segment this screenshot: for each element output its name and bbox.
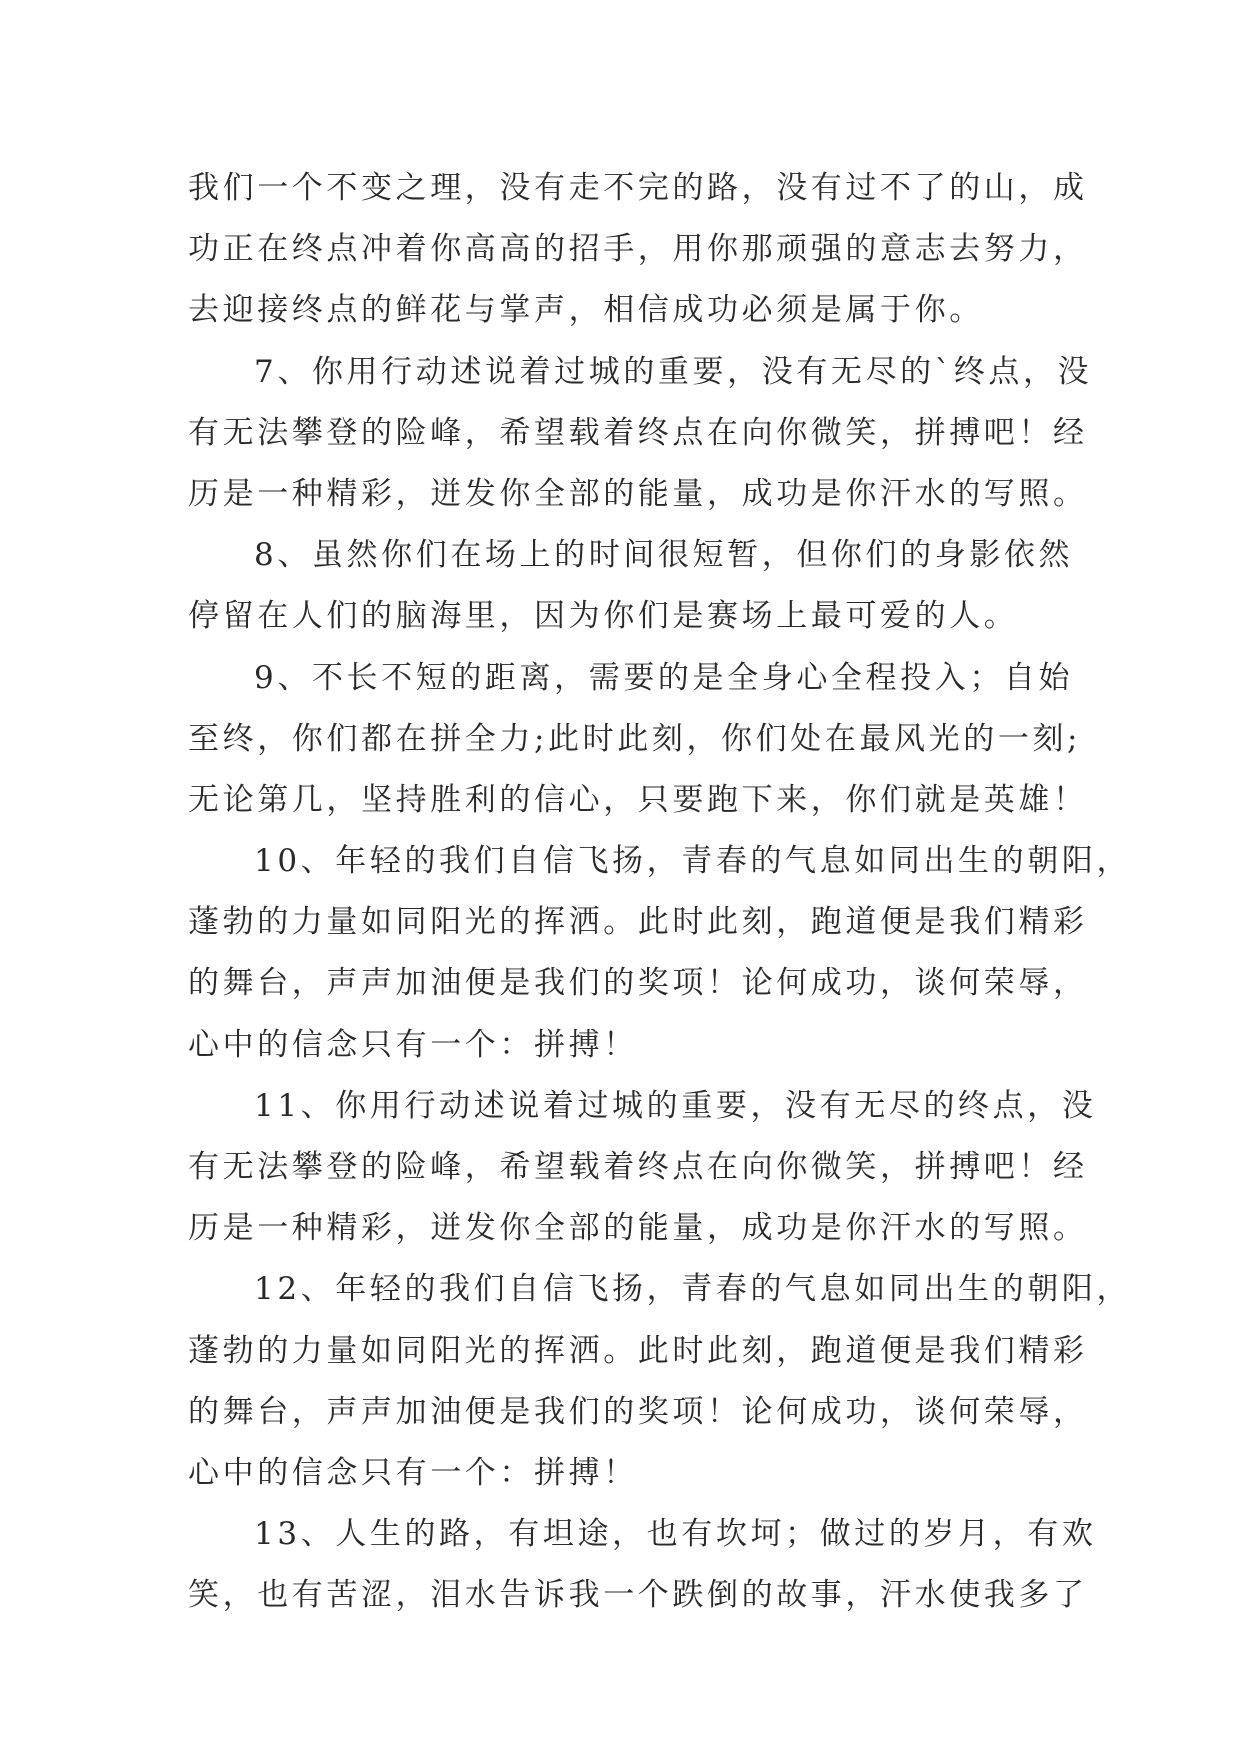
text-line: 有无法攀登的险峰，希望载着终点在向你微笑，拼搏吧！经 xyxy=(188,1149,1088,1185)
text-line: 11、你用行动述说着过城的重要，没有无尽的终点，没 xyxy=(254,1087,1097,1124)
text-line: 9、不长不短的距离，需要的是全身心全程投入；自始 xyxy=(254,659,1074,696)
document-body xyxy=(188,158,1132,1627)
text-line: 笑，也有苦涩，泪水告诉我一个跌倒的故事，汗水使我多了 xyxy=(188,1577,1088,1614)
text-line: 去迎接终点的鲜花与掌声，相信成功必须是属于你。 xyxy=(188,292,984,329)
text-line: 历是一种精彩，迸发你全部的能量，成功是你汗水的写照。 xyxy=(188,1210,1088,1247)
text-line: 至终，你们都在拼全力;此时此刻，你们处在最风光的一刻; xyxy=(188,720,1082,757)
text-line: 10、年轻的我们自信飞扬，青春的气息如同出生的朝阳， xyxy=(254,843,1132,880)
text-line: 有无法攀登的险峰，希望载着终点在向你微笑，拼搏吧！经 xyxy=(188,414,1088,451)
text-line: 历是一种精彩，迸发你全部的能量，成功是你汗水的写照。 xyxy=(188,475,1088,512)
text-line: 7、你用行动述说着过城的重要，没有无尽的`终点，没 xyxy=(254,353,1093,390)
text-line: 蓬勃的力量如同阳光的挥洒。此时此刻，跑道便是我们精彩 xyxy=(188,904,1088,941)
text-line: 心中的信念只有一个：拼搏！ xyxy=(188,1026,638,1063)
text-line: 功正在终点冲着你高高的招手，用你那顽强的意志去努力， xyxy=(188,231,1088,268)
text-line: 12、年轻的我们自信飞扬，青春的气息如同出生的朝阳， xyxy=(254,1271,1132,1308)
text-line: 停留在人们的脑海里，因为你们是赛场上最可爱的人。 xyxy=(188,598,1019,635)
text-line: 8、虽然你们在场上的时间很短暂，但你们的身影依然 xyxy=(254,537,1074,574)
text-line: 的舞台，声声加油便是我们的奖项！论何成功，谈何荣辱， xyxy=(188,1393,1088,1430)
text-line: 13、人生的路，有坦途，也有坎坷；做过的岁月，有欢 xyxy=(254,1516,1097,1553)
text-line: 的舞台，声声加油便是我们的奖项！论何成功，谈何荣辱， xyxy=(188,965,1088,1002)
text-line: 蓬勃的力量如同阳光的挥洒。此时此刻，跑道便是我们精彩 xyxy=(188,1332,1088,1369)
text-line: 我们一个不变之理，没有走不完的路，没有过不了的山，成 xyxy=(188,170,1088,206)
text-line: 无论第几，坚持胜利的信心，只要跑下来，你们就是英雄！ xyxy=(188,781,1088,818)
text-line: 心中的信念只有一个：拼搏！ xyxy=(188,1454,638,1491)
